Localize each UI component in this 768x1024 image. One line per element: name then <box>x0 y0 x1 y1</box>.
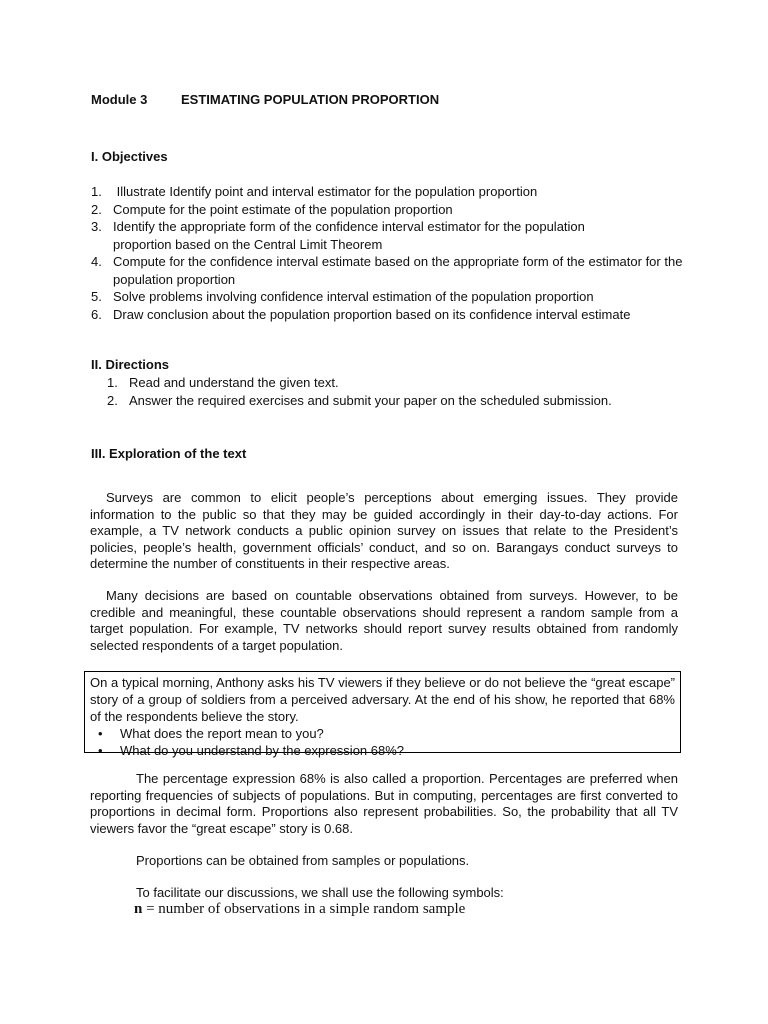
module-header <box>91 92 439 107</box>
list-item <box>91 306 691 324</box>
item-text: Identify the appropriate form of the confidence interval estimator for the population proportion based on the Central Limit Theorem <box>113 219 585 252</box>
symbol-n-definition: = number of observations in a simple random sample <box>142 901 466 917</box>
list-item <box>107 392 707 410</box>
item-number: 6. <box>91 306 102 322</box>
item-number: 1. <box>107 375 118 390</box>
list-item <box>91 201 691 219</box>
directions-list <box>107 374 707 409</box>
list-item <box>98 742 675 759</box>
directions-heading: II. Directions <box>91 357 170 372</box>
scenario-box <box>84 671 681 758</box>
paragraph-percentage: The percentage expression 68% is also called a proportion. Percentages are preferred when reporting frequencies of subjects of populations. But in computing, percentages are first converted to proportions in decimal form. Proportions also represent probabilities. So, the probability that all TV viewers favor the “great escape” story is 0.68. <box>90 771 678 836</box>
paragraph-decisions: Many decisions are based on countable observations obtained from surveys. However, to be credible and meaningful, these countable observations should represent a random sample from a target population. For example, TV networks should report survey results obtained from randomly selected respondents of a target population. <box>90 588 678 653</box>
objectives-heading: I. Objectives <box>91 149 168 164</box>
bullet-icon: • <box>98 743 103 758</box>
list-item <box>91 288 691 306</box>
item-text: Compute for the point estimate of the population proportion <box>113 201 453 217</box>
list-item <box>91 253 693 288</box>
objectives-list <box>91 183 691 323</box>
item-text: Draw conclusion about the population proportion based on its confidence interval estimate <box>113 306 631 322</box>
scenario-questions <box>90 725 675 759</box>
item-number: 3. <box>91 219 102 234</box>
item-text: Answer the required exercises and submit your paper on the scheduled submission. <box>129 392 612 408</box>
symbol-definition <box>134 901 465 918</box>
item-number: 2. <box>91 201 102 217</box>
paragraph-surveys: Surveys are common to elicit people’s perceptions about emerging issues. They provide information to the public so that they may be guided accordingly in their day-to-day actions. For example, a TV network conducts a public opinion survey on issues that relate to the President’s policies, people’s health, government officials’ conduct, and so on. Barangays conduct surveys to determine the number of constituents in their respective areas. <box>90 490 678 571</box>
item-text: Compute for the confidence interval estimate based on the appropriate form of the estimator for the population proportion <box>113 254 683 287</box>
item-text: Solve problems involving confidence interval estimation of the population proportion <box>113 289 594 304</box>
module-number: Module 3 <box>91 92 148 107</box>
paragraph-proportions: Proportions can be obtained from samples or populations. <box>136 853 470 868</box>
item-number: 5. <box>91 289 102 304</box>
item-number: 2. <box>107 392 118 408</box>
item-text: Read and understand the given text. <box>129 375 339 390</box>
exploration-heading: III. Exploration of the text <box>91 446 247 461</box>
item-text: Illustrate Identify point and interval estimator for the population proportion <box>113 184 538 199</box>
bullet-icon: • <box>98 726 103 741</box>
list-item <box>107 374 707 392</box>
question-text: What do you understand by the expression 68%? <box>120 743 405 758</box>
item-number: 1. <box>91 184 102 199</box>
list-item <box>91 183 691 201</box>
question-text: What does the report mean to you? <box>120 726 324 741</box>
paragraph-symbols-intro: To facilitate our discussions, we shall use the following symbols: <box>136 885 504 900</box>
list-item <box>98 725 675 742</box>
module-title: ESTIMATING POPULATION PROPORTION <box>181 92 440 107</box>
symbol-n: n <box>134 901 143 917</box>
item-number: 4. <box>91 254 102 269</box>
list-item <box>91 218 613 253</box>
scenario-text: On a typical morning, Anthony asks his TV viewers if they believe or do not believe the “great escape” story of a group of soldiers from a perceived adversary. At the end of his show, he reported that 68% of the respondents believe the story. <box>90 675 675 724</box>
